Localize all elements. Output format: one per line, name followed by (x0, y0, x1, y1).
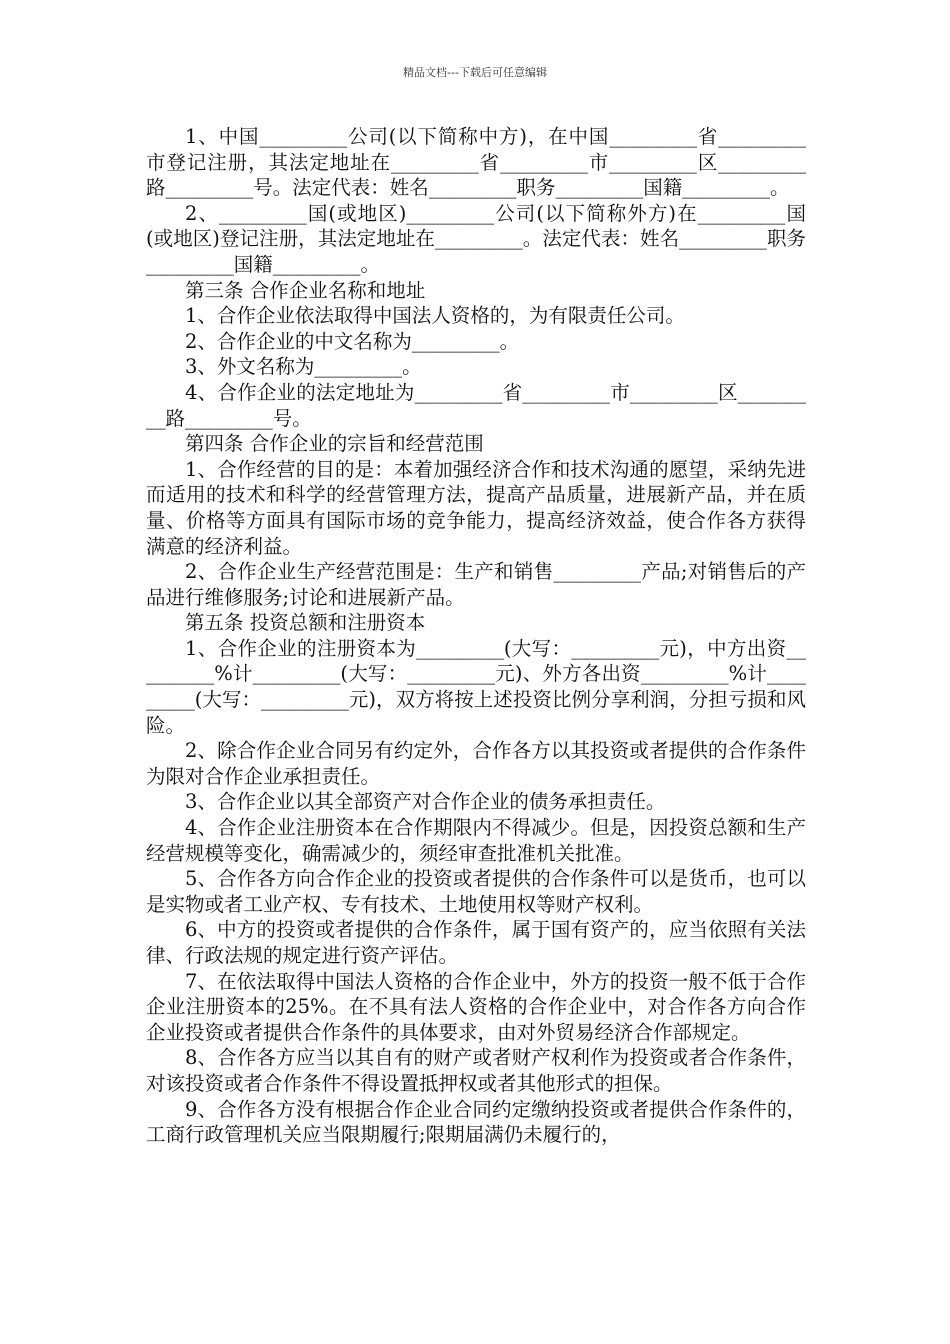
paragraph: 2、合作企业的中文名称为_________。 (185, 329, 520, 353)
document-body (146, 124, 806, 1148)
section-heading: 第四条 合作企业的宗旨和经营范围 (185, 432, 484, 456)
paragraph: 9、合作各方没有根据合作企业合同约定缴纳投资或者提供合作条件的，工商行政管理机关应当限期履行;限期届满仍未履行的， (146, 1097, 806, 1147)
paragraph: 1、合作企业依法取得中国法人资格的，为有限责任公司。 (185, 304, 685, 328)
paragraph: 3、外文名称为_________。 (185, 355, 422, 379)
paragraph: 2、_________国(或地区)_________公司(以下简称外方)在_________国(或地区)登记注册，其法定地址在_________。法定代表：姓名_________职务_________国籍_________。 (146, 201, 806, 276)
paragraph: 1、合作企业的注册资本为_________(大写：_________元)，中方出资_________%计_________(大写：_________元)、外方各出资_________%计_________(大写：_________元)，双方将按上述投资比例分享利润，分担亏损和风险。 (146, 636, 806, 737)
section-heading: 第五条 投资总额和注册资本 (185, 611, 426, 635)
section-heading: 第三条 合作企业名称和地址 (185, 278, 426, 302)
paragraph: 3、合作企业以其全部资产对合作企业的债务承担责任。 (185, 790, 666, 814)
paragraph: 6、中方的投资或者提供的合作条件，属于国有资产的，应当依照有关法律、行政法规的规定进行资产评估。 (146, 918, 806, 967)
paragraph: 2、除合作企业合同另有约定外，合作各方以其投资或者提供的合作条件为限对合作企业承担责任。 (146, 739, 806, 788)
paragraph: 8、合作各方应当以其自有的财产或者财产权利作为投资或者合作条件，对该投资或者合作条件不得设置抵押权或者其他形式的担保。 (146, 1046, 806, 1095)
paragraph: 4、合作企业的法定地址为_________省_________市_________区_________路_________号。 (146, 380, 806, 430)
paragraph: 5、合作各方向合作企业的投资或者提供的合作条件可以是货币，也可以是实物或者工业产权、专有技术、土地使用权等财产权利。 (146, 867, 806, 916)
paragraph: 1、中国_________公司(以下简称中方)，在中国_________省_________市登记注册，其法定地址在_________省_________市_________区_________路_________号。法定代表：姓名_________职务_________国籍_________。 (146, 125, 806, 200)
paragraph: 1、合作经营的目的是：本着加强经济合作和技术沟通的愿望，采纳先进而适用的技术和科学的经营管理方法，提高产品质量，进展新产品，并在质量、价格等方面具有国际市场的竞争能力，提高经济效益，使合作各方获得满意的经济利益。 (146, 457, 806, 558)
paragraph: 4、合作企业注册资本在合作期限内不得减少。但是，因投资总额和生产经营规模等变化，确需减少的，须经审查批准机关批准。 (146, 816, 806, 865)
page-header: 精品文档---下载后可任意编辑 (403, 66, 547, 79)
paragraph: 7、在依法取得中国法人资格的合作企业中，外方的投资一般不低于合作企业注册资本的25%。在不具有法人资格的合作企业中，对合作各方向合作企业投资或者提供合作条件的具体要求，由对外贸易经济合作部规定。 (146, 969, 806, 1044)
paragraph: 2、合作企业生产经营范围是：生产和销售_________产品;对销售后的产品进行维修服务;讨论和进展新产品。 (146, 560, 806, 609)
